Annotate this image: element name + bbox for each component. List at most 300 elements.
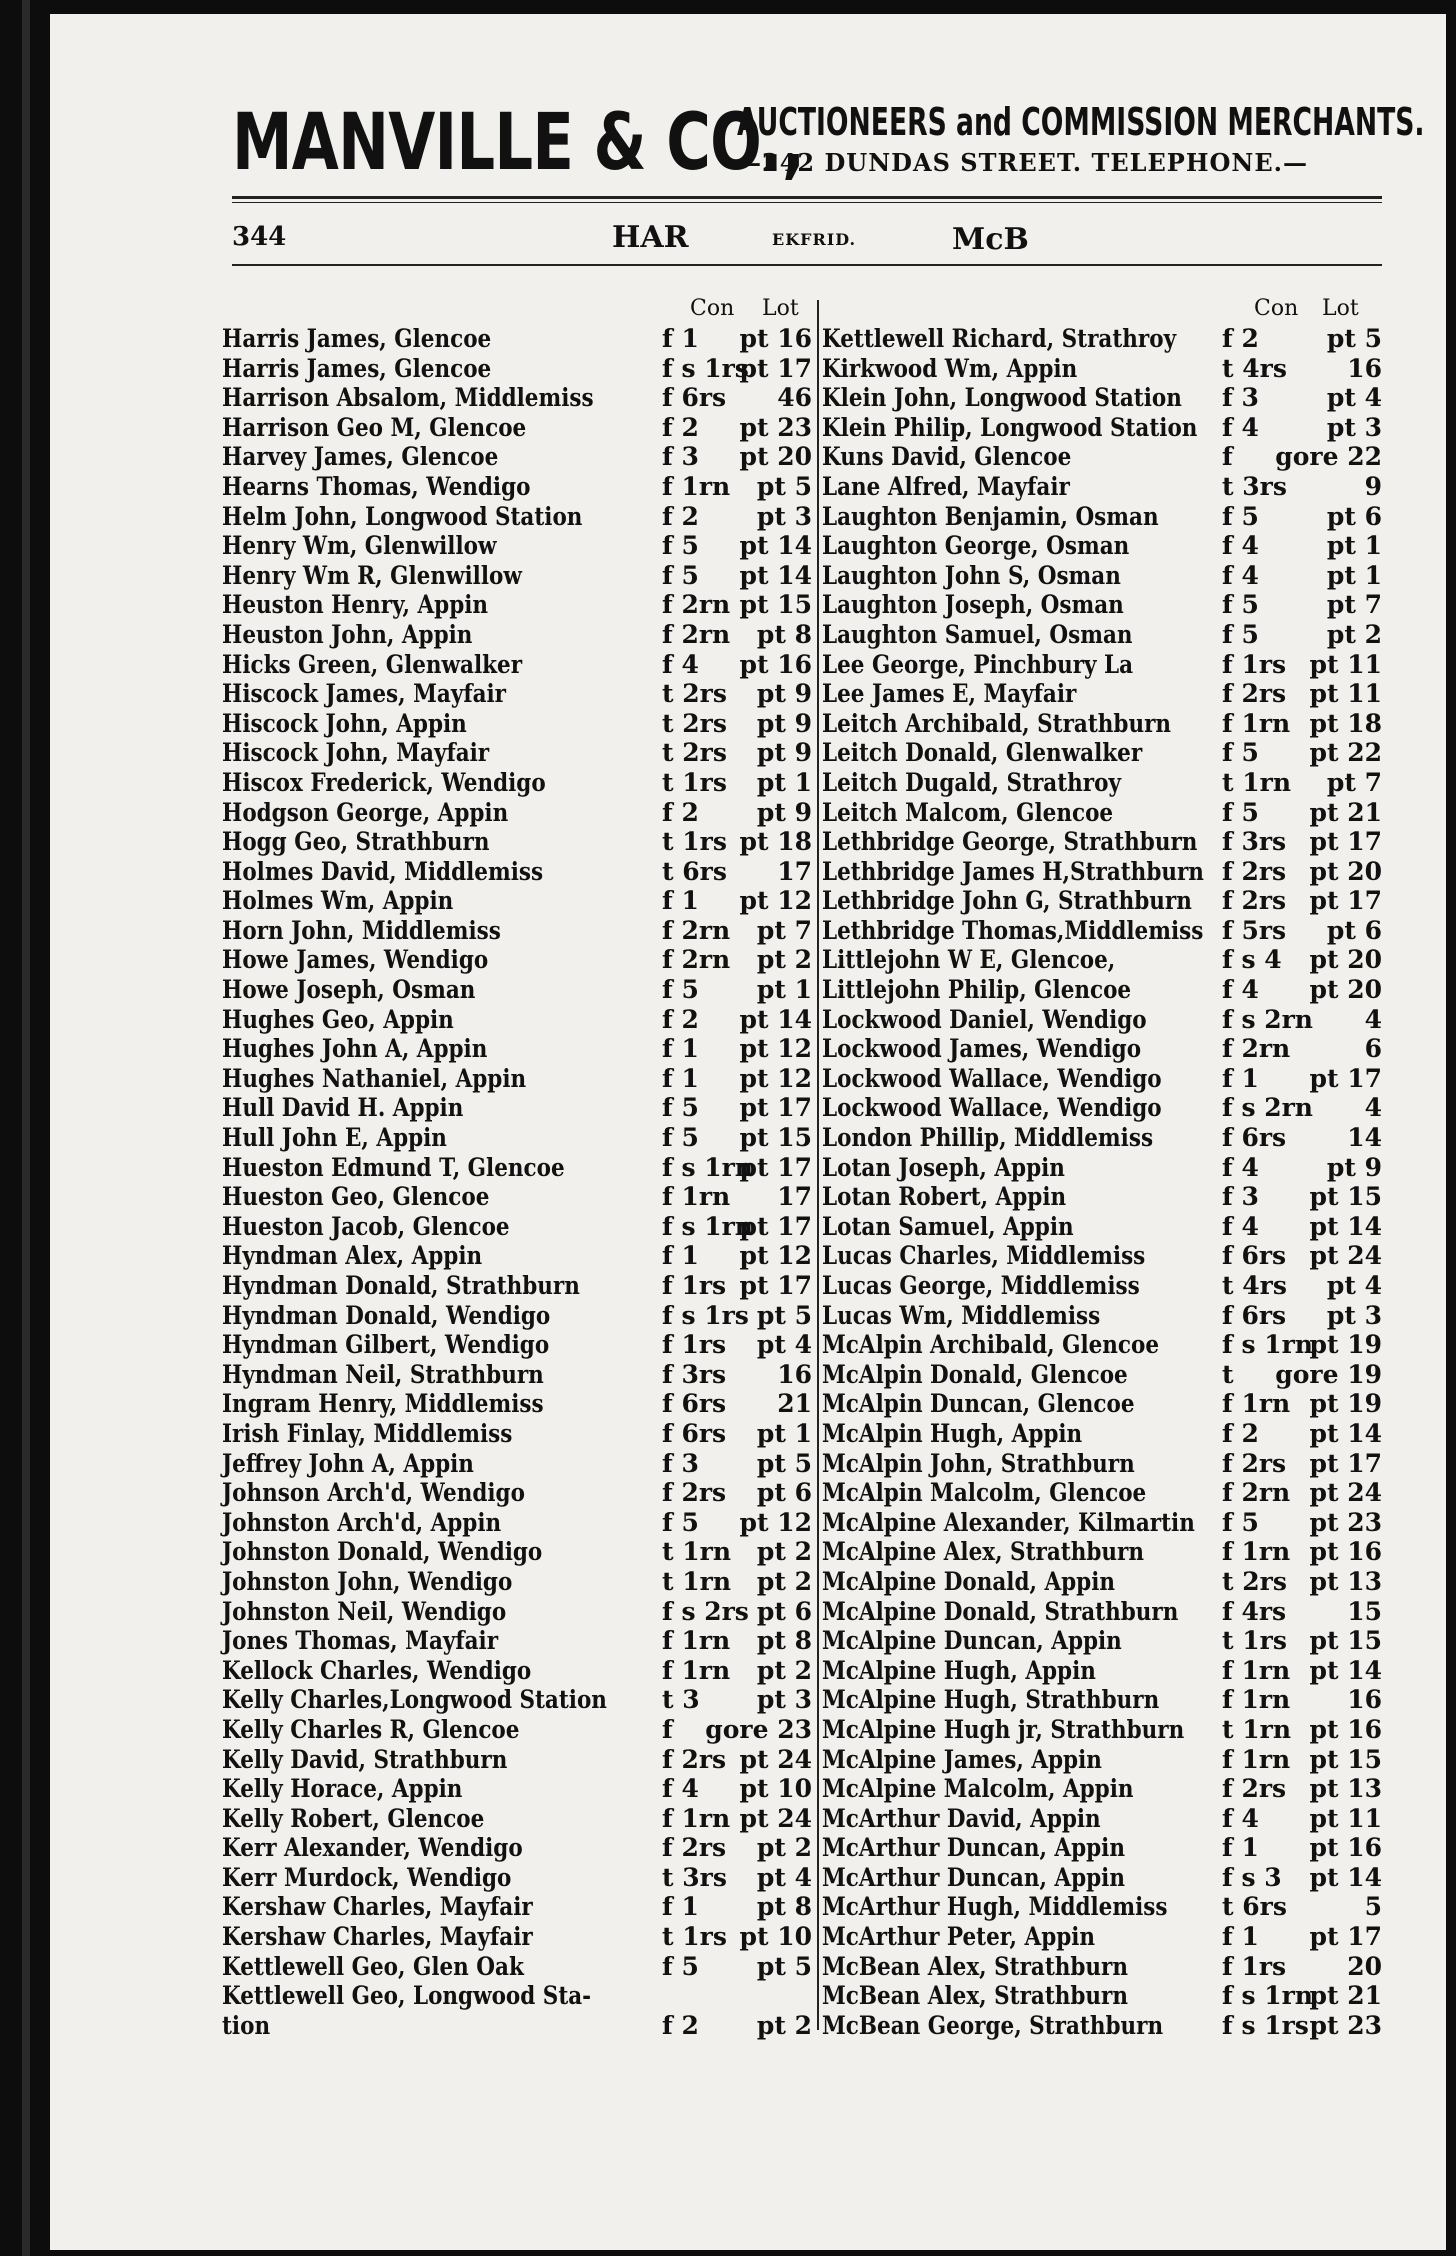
entry-lot: 46 xyxy=(777,383,812,413)
entry-concession: t 6rs xyxy=(662,856,727,886)
entry-name: Hueston Edmund T, Glencoe xyxy=(222,1152,565,1182)
directory-entry xyxy=(222,709,812,739)
entry-concession: f 6rs xyxy=(662,1418,727,1448)
entry-concession: t 1rs xyxy=(1222,1626,1287,1656)
entry-lot: pt 5 xyxy=(756,1448,812,1478)
ad-business-line: AUCTIONEERS and COMMISSION MERCHANTS. xyxy=(737,100,1425,144)
entry-lot: pt 4 xyxy=(1326,383,1382,413)
entry-lot: pt 7 xyxy=(1326,767,1382,797)
entry-name: Harrison Absalom, Middlemiss xyxy=(222,383,594,413)
entry-lot: gore 22 xyxy=(1275,442,1382,472)
directory-entry xyxy=(822,1360,1382,1390)
directory-entry xyxy=(822,1005,1382,1035)
entry-concession: f xyxy=(1222,442,1233,472)
entry-concession: t 3rs xyxy=(1222,471,1287,501)
entry-name: Hyndman Alex, Appin xyxy=(222,1241,483,1271)
entry-concession: f 2 xyxy=(662,1004,699,1034)
entry-concession: f 5 xyxy=(662,531,699,561)
entry-lot: pt 2 xyxy=(1326,619,1382,649)
entry-name: Hyndman Donald, Strathburn xyxy=(222,1271,580,1300)
directory-entry xyxy=(822,1123,1382,1153)
lot-label: Lot xyxy=(762,296,799,321)
directory-entry xyxy=(222,1034,812,1064)
entry-concession: f 1rs xyxy=(662,1330,727,1360)
directory-entry xyxy=(822,1508,1382,1538)
entry-concession: f 3 xyxy=(662,442,699,472)
entry-concession: f 2rn xyxy=(1222,1034,1291,1064)
entry-name: Hodgson George, Appin xyxy=(222,797,509,827)
entry-name: Hiscock John, Mayfair xyxy=(222,738,490,768)
entry-concession: f 1rn xyxy=(662,1803,731,1833)
entry-concession: f s 3 xyxy=(1222,1862,1282,1892)
entry-lot: pt 2 xyxy=(756,1655,812,1685)
entry-name: McAlpine Alex, Strathburn xyxy=(822,1537,1144,1567)
entry-lot: pt 11 xyxy=(1309,649,1382,679)
entry-concession: f 5 xyxy=(1222,797,1259,827)
directory-entry xyxy=(822,1301,1382,1331)
directory-entry xyxy=(822,561,1382,591)
entry-name: Laughton Samuel, Osman xyxy=(822,619,1133,649)
entry-name: Johnston Donald, Wendigo xyxy=(222,1537,543,1567)
entry-concession: t 4rs xyxy=(1222,353,1287,383)
entry-name: tion xyxy=(222,2010,271,2040)
entry-concession: t 3 xyxy=(662,1685,700,1715)
entry-concession: f 5rs xyxy=(1222,915,1287,945)
directory-entry xyxy=(822,1212,1382,1242)
entry-name: Kerr Alexander, Wendigo xyxy=(222,1833,523,1863)
entry-lot: 5 xyxy=(1364,1892,1382,1922)
directory-entry xyxy=(222,945,812,975)
directory-entry xyxy=(222,975,812,1005)
ad-company-name: MANVILLE & CO., xyxy=(232,98,805,188)
directory-entry xyxy=(822,1774,1382,1804)
entry-concession: t 6rs xyxy=(1222,1892,1287,1922)
directory-entry xyxy=(222,1153,812,1183)
entry-name: McAlpine Hugh, Strathburn xyxy=(822,1685,1160,1715)
entry-name: McArthur Peter, Appin xyxy=(822,1922,1096,1952)
entry-concession: f 2rn xyxy=(662,619,731,649)
directory-entry xyxy=(822,1952,1382,1982)
right-column xyxy=(822,296,1382,2040)
directory-entry xyxy=(222,1212,812,1242)
entry-name: Klein John, Longwood Station xyxy=(822,383,1182,413)
entry-name: Harvey James, Glencoe xyxy=(222,442,499,472)
entry-concession: f s 1rn xyxy=(1222,1981,1313,2011)
directory-entry xyxy=(822,1034,1382,1064)
directory-entry xyxy=(222,324,812,354)
entry-concession: f 5 xyxy=(1222,590,1259,620)
entry-lot: 9 xyxy=(1364,471,1382,501)
directory-entry xyxy=(222,354,812,384)
entry-concession: f 1 xyxy=(662,886,699,916)
entry-concession: f 4 xyxy=(1222,1803,1259,1833)
entry-lot: pt 2 xyxy=(756,1566,812,1596)
entry-name: Kettlewell Geo, Glen Oak xyxy=(222,1951,524,1981)
directory-entry xyxy=(222,1301,812,1331)
entry-lot: pt 9 xyxy=(756,679,812,709)
directory-entry xyxy=(222,413,812,443)
entry-lot: 21 xyxy=(777,1389,812,1419)
directory-entry xyxy=(222,1419,812,1449)
entry-concession: f 5 xyxy=(1222,1507,1259,1537)
directory-entry xyxy=(222,1508,812,1538)
entry-lot: pt 2 xyxy=(756,945,812,975)
entry-lot: pt 4 xyxy=(1326,1271,1382,1300)
directory-entry xyxy=(222,1330,812,1360)
entry-concession: f 6rs xyxy=(1222,1300,1287,1330)
entry-lot: 15 xyxy=(1347,1596,1382,1626)
directory-entry xyxy=(222,827,812,857)
entry-name: Lethbridge George, Strathburn xyxy=(822,827,1198,857)
entry-concession: f 2rs xyxy=(662,1478,727,1508)
entry-lot: pt 20 xyxy=(1309,945,1382,975)
entry-name: Littlejohn W E, Glencoe, xyxy=(822,945,1116,975)
entry-name: Henry Wm R, Glenwillow xyxy=(222,560,522,590)
directory-entry xyxy=(222,620,812,650)
entry-lot: pt 9 xyxy=(756,797,812,827)
entry-name: Hyndman Donald, Wendigo xyxy=(222,1300,551,1330)
entry-concession: t 2rs xyxy=(662,738,727,768)
entry-concession: f 1rn xyxy=(1222,1655,1291,1685)
directory-entry xyxy=(222,1626,812,1656)
directory-entry xyxy=(222,916,812,946)
entry-name: Heuston Henry, Appin xyxy=(222,590,489,620)
directory-entry xyxy=(822,413,1382,443)
entry-lot: pt 11 xyxy=(1309,1803,1382,1833)
directory-entry xyxy=(822,324,1382,354)
entry-lot: pt 15 xyxy=(1309,1744,1382,1774)
entry-lot: pt 24 xyxy=(739,1744,812,1774)
directory-entry xyxy=(222,502,812,532)
entry-lot: pt 16 xyxy=(739,649,812,679)
directory-entry xyxy=(222,1389,812,1419)
entry-lot: pt 14 xyxy=(1309,1211,1382,1241)
directory-entry xyxy=(822,1567,1382,1597)
entry-lot: pt 16 xyxy=(739,324,812,353)
entry-concession: f s 1rs xyxy=(662,1300,749,1330)
entry-name: Lee George, Pinchbury La xyxy=(822,649,1134,679)
entry-concession: f 1rs xyxy=(1222,649,1287,679)
entry-concession: f 5 xyxy=(662,1093,699,1123)
entry-lot: pt 21 xyxy=(1309,1981,1382,2011)
entry-name: Laughton Joseph, Osman xyxy=(822,590,1124,620)
directory-entry xyxy=(222,442,812,472)
directory-entry xyxy=(222,531,812,561)
entry-name: Holmes David, Middlemiss xyxy=(222,856,544,886)
directory-entry xyxy=(822,1626,1382,1656)
directory-entry xyxy=(222,383,812,413)
entry-name: Lockwood Daniel, Wendigo xyxy=(822,1004,1147,1034)
entry-concession: f 6rs xyxy=(662,1389,727,1419)
entry-concession: f 1rn xyxy=(1222,1537,1291,1567)
entry-concession: f 1 xyxy=(662,1063,699,1093)
directory-entry xyxy=(222,1745,812,1775)
entry-lot: pt 16 xyxy=(1309,1537,1382,1567)
entry-name: Heuston John, Appin xyxy=(222,619,473,649)
entry-name: Kirkwood Wm, Appin xyxy=(822,353,1078,383)
entry-name: Kellock Charles, Wendigo xyxy=(222,1655,532,1685)
entry-concession: f 1rn xyxy=(1222,1685,1291,1715)
entry-lot: pt 16 xyxy=(1309,1714,1382,1744)
entry-lot: pt 20 xyxy=(739,442,812,472)
entry-name: Leitch Donald, Glenwalker xyxy=(822,738,1143,768)
entry-name: Hiscox Frederick, Wendigo xyxy=(222,767,546,797)
entry-lot: pt 1 xyxy=(756,975,812,1005)
entry-name: Jeffrey John A, Appin xyxy=(222,1448,474,1478)
entry-name: Lethbridge John G, Strathburn xyxy=(822,886,1192,916)
entry-name: Laughton Benjamin, Osman xyxy=(822,501,1159,531)
entry-lot: pt 1 xyxy=(756,767,812,797)
entry-name: Hiscock John, Appin xyxy=(222,708,467,738)
entry-name: Leitch Malcom, Glencoe xyxy=(822,797,1114,827)
directory-entry xyxy=(222,1922,812,1952)
entry-concession: f 2 xyxy=(662,412,699,442)
entry-name: Harrison Geo M, Glencoe xyxy=(222,412,527,442)
entry-concession: f 2rs xyxy=(1222,679,1287,709)
entry-lot: pt 18 xyxy=(1309,708,1382,738)
entry-lot: pt 16 xyxy=(1309,1833,1382,1863)
entry-lot: pt 5 xyxy=(756,471,812,501)
entry-concession: f 1 xyxy=(662,1241,699,1271)
lot-label: Lot xyxy=(1322,296,1359,321)
entry-lot: pt 14 xyxy=(739,531,812,561)
entry-lot: pt 17 xyxy=(1309,1922,1382,1952)
entry-concession: f s 1rn xyxy=(1222,1330,1313,1360)
entry-lot: pt 14 xyxy=(1309,1418,1382,1448)
entry-lot: pt 24 xyxy=(1309,1478,1382,1508)
directory-entry xyxy=(822,857,1382,887)
entry-concession: f 5 xyxy=(662,560,699,590)
entry-name: McAlpine Donald, Appin xyxy=(822,1566,1116,1596)
entry-name: McBean Alex, Strathburn xyxy=(822,1951,1129,1981)
entry-lot: pt 4 xyxy=(756,1862,812,1892)
directory-entry xyxy=(222,1360,812,1390)
entry-lot: gore 23 xyxy=(705,1714,812,1744)
entry-concession: f 2rs xyxy=(1222,886,1287,916)
directory-entry xyxy=(822,590,1382,620)
entry-name: Johnson Arch'd, Wendigo xyxy=(222,1478,525,1508)
entry-lot: pt 17 xyxy=(739,353,812,383)
entry-lot: pt 1 xyxy=(1326,560,1382,590)
entry-lot: pt 1 xyxy=(1326,531,1382,561)
directory-entry xyxy=(822,1389,1382,1419)
directory-entry xyxy=(822,886,1382,916)
entry-name: McArthur Duncan, Appin xyxy=(822,1862,1125,1892)
ad-address-line: —242 DUNDAS STREET. TELEPHONE.— xyxy=(737,148,1308,177)
entry-name: Lethbridge Thomas,Middlemiss xyxy=(822,915,1204,945)
entry-concession: f 6rs xyxy=(1222,1123,1287,1153)
directory-entry xyxy=(822,502,1382,532)
entry-name: Leitch Archibald, Strathburn xyxy=(822,708,1172,738)
entry-name: Lockwood James, Wendigo xyxy=(822,1034,1142,1064)
entry-concession: f 1 xyxy=(662,324,699,353)
entry-lot: pt 3 xyxy=(1326,412,1382,442)
entry-lot: 16 xyxy=(1347,1685,1382,1715)
entry-concession: f 2 xyxy=(662,797,699,827)
entry-name: Lotan Joseph, Appin xyxy=(822,1152,1065,1182)
entry-concession: f s 2rs xyxy=(662,1596,749,1626)
entry-name: Klein Philip, Longwood Station xyxy=(822,412,1198,442)
entry-name: McAlpin Duncan, Glencoe xyxy=(822,1389,1135,1419)
entry-name: Hyndman Neil, Strathburn xyxy=(222,1359,544,1389)
entry-name: Holmes Wm, Appin xyxy=(222,886,454,916)
entry-concession: f 1rs xyxy=(662,1271,727,1300)
entry-lot: pt 9 xyxy=(756,708,812,738)
entry-name: Hughes Geo, Appin xyxy=(222,1004,454,1034)
entry-lot: pt 17 xyxy=(739,1271,812,1300)
entry-concession: t 1rs xyxy=(662,1922,727,1952)
directory-entry xyxy=(222,738,812,768)
entry-lot: pt 5 xyxy=(756,1300,812,1330)
entry-lot: pt 12 xyxy=(739,886,812,916)
directory-entry xyxy=(822,709,1382,739)
entry-name: McAlpine Hugh jr, Strathburn xyxy=(822,1714,1185,1744)
entry-lot: pt 5 xyxy=(1326,324,1382,353)
entry-name: Henry Wm, Glenwillow xyxy=(222,531,497,561)
entry-concession: t 3rs xyxy=(662,1862,727,1892)
entry-concession: f 4rs xyxy=(1222,1596,1287,1626)
entry-concession: f s 1rn xyxy=(662,1152,753,1182)
directory-entry xyxy=(822,945,1382,975)
entry-lot: pt 14 xyxy=(739,560,812,590)
directory-entry xyxy=(822,1804,1382,1834)
directory-entry xyxy=(222,1478,812,1508)
entry-concession: f 2rs xyxy=(662,1833,727,1863)
entry-name: Kelly Charles R, Glencoe xyxy=(222,1714,520,1744)
entry-concession: f 2 xyxy=(662,2010,699,2040)
directory-entry xyxy=(222,1271,812,1301)
entry-name: Kettlewell Richard, Strathroy xyxy=(822,324,1177,353)
entry-name: Ingram Henry, Middlemiss xyxy=(222,1389,544,1419)
directory-entry xyxy=(222,1833,812,1863)
entry-name: McAlpin Archibald, Glencoe xyxy=(822,1330,1160,1360)
directory-entry xyxy=(222,1567,812,1597)
top-rule-thin xyxy=(232,202,1382,203)
entry-concession: f 4 xyxy=(1222,531,1259,561)
directory-entry xyxy=(822,620,1382,650)
entry-concession: f 6rs xyxy=(1222,1241,1287,1271)
directory-entry xyxy=(222,1597,812,1627)
entry-concession: f 5 xyxy=(662,1507,699,1537)
entry-concession: t 1rn xyxy=(662,1537,731,1567)
directory-entry xyxy=(822,916,1382,946)
entry-concession: f 2rs xyxy=(1222,856,1287,886)
entry-lot: pt 14 xyxy=(739,1004,812,1034)
entry-lot: pt 12 xyxy=(739,1507,812,1537)
entry-lot: pt 21 xyxy=(1309,797,1382,827)
entry-name: McArthur David, Appin xyxy=(822,1803,1101,1833)
directory-entry xyxy=(822,738,1382,768)
directory-entry xyxy=(822,531,1382,561)
directory-entry xyxy=(822,1656,1382,1686)
header-township: EKFRID. xyxy=(772,230,857,249)
entry-lot: pt 8 xyxy=(756,619,812,649)
entry-concession: f xyxy=(662,1714,673,1744)
entry-name: Lotan Samuel, Appin xyxy=(822,1211,1074,1241)
entry-name: Laughton John S, Osman xyxy=(822,560,1121,590)
entry-concession: f 1rn xyxy=(1222,1744,1291,1774)
entry-lot: pt 12 xyxy=(739,1241,812,1271)
directory-entry xyxy=(222,561,812,591)
entry-concession: t 1rn xyxy=(1222,1714,1291,1744)
directory-entry xyxy=(222,798,812,828)
entry-concession: t 1rn xyxy=(662,1566,731,1596)
directory-entry xyxy=(822,1182,1382,1212)
entry-name: Harris James, Glencoe xyxy=(222,324,492,353)
directory-entry xyxy=(222,886,812,916)
entry-name: McArthur Hugh, Middlemiss xyxy=(822,1892,1168,1922)
entry-name: Hull John E, Appin xyxy=(222,1123,447,1153)
directory-entry xyxy=(222,679,812,709)
entry-name: London Phillip, Middlemiss xyxy=(822,1123,1154,1153)
entry-name: Lane Alfred, Mayfair xyxy=(822,471,1070,501)
entry-lot: pt 17 xyxy=(739,1093,812,1123)
entry-lot: pt 2 xyxy=(756,2010,812,2040)
directory-entry xyxy=(222,590,812,620)
entry-name: Lucas Charles, Middlemiss xyxy=(822,1241,1146,1271)
entry-name: Kelly Robert, Glencoe xyxy=(222,1803,485,1833)
directory-entry xyxy=(822,679,1382,709)
directory-entry xyxy=(222,1123,812,1153)
column-divider xyxy=(817,300,819,2030)
entry-concession: f 2rs xyxy=(662,1744,727,1774)
entry-name: McAlpine James, Appin xyxy=(822,1744,1102,1774)
entry-concession: f 5 xyxy=(1222,738,1259,768)
header-rule xyxy=(232,264,1382,266)
entry-concession: f 4 xyxy=(662,1774,699,1804)
entry-name: Hicks Green, Glenwalker xyxy=(222,649,523,679)
entry-concession: f 5 xyxy=(662,975,699,1005)
directory-entry xyxy=(822,1330,1382,1360)
entry-lot: pt 6 xyxy=(1326,915,1382,945)
entry-concession: f 5 xyxy=(662,1951,699,1981)
entry-concession: f 5 xyxy=(662,1123,699,1153)
entry-concession: t 1rs xyxy=(662,767,727,797)
entry-name: Howe James, Wendigo xyxy=(222,945,489,975)
header-key-left: HAR xyxy=(612,220,689,255)
directory-entry xyxy=(822,1745,1382,1775)
directory-entry xyxy=(822,975,1382,1005)
directory-entry xyxy=(222,857,812,887)
entry-lot: pt 10 xyxy=(739,1774,812,1804)
entry-name: Littlejohn Philip, Glencoe xyxy=(822,975,1132,1005)
directory-entry xyxy=(822,1863,1382,1893)
entry-concession: f 3rs xyxy=(662,1359,727,1389)
directory-entry xyxy=(822,650,1382,680)
entry-name: McAlpine Hugh, Appin xyxy=(822,1655,1096,1685)
left-column-header xyxy=(222,296,812,324)
directory-entry xyxy=(822,472,1382,502)
directory-entry xyxy=(222,1537,812,1567)
entry-lot: pt 19 xyxy=(1309,1330,1382,1360)
directory-entry xyxy=(222,472,812,502)
entry-lot: pt 19 xyxy=(1309,1389,1382,1419)
entry-name: Jones Thomas, Mayfair xyxy=(222,1626,499,1656)
directory-entry xyxy=(222,650,812,680)
entry-lot: pt 17 xyxy=(1309,1063,1382,1093)
entry-lot: pt 6 xyxy=(1326,501,1382,531)
entry-name: Hueston Jacob, Glencoe xyxy=(222,1211,510,1241)
entry-lot: pt 23 xyxy=(1309,2010,1382,2040)
entry-concession: f 4 xyxy=(1222,412,1259,442)
entry-name: McAlpine Duncan, Appin xyxy=(822,1626,1122,1656)
entry-lot: pt 13 xyxy=(1309,1774,1382,1804)
entry-lot: 4 xyxy=(1364,1093,1382,1123)
entry-concession: f 3 xyxy=(662,1448,699,1478)
entry-concession: t 4rs xyxy=(1222,1271,1287,1300)
directory-entry xyxy=(222,1241,812,1271)
directory-entry xyxy=(222,1685,812,1715)
